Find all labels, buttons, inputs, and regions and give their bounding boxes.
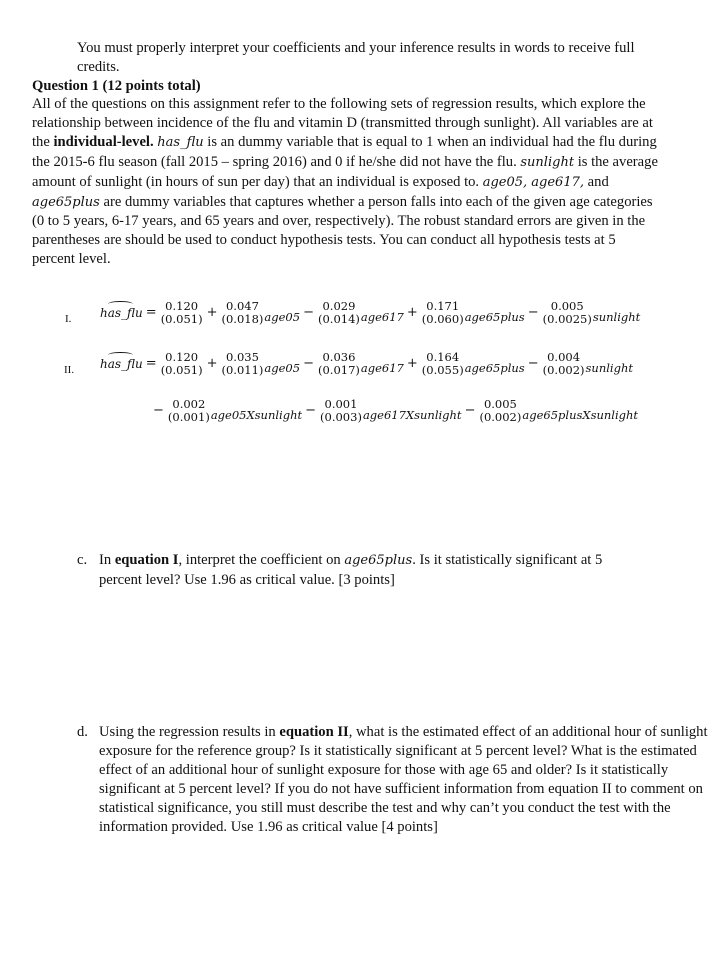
regressor: sunlight: [585, 360, 633, 375]
coefficient: 0.120: [165, 350, 199, 364]
operator: −: [527, 304, 539, 320]
question-description: [32, 95, 662, 269]
coefficient-fraction: [318, 351, 360, 377]
operator: +: [406, 355, 418, 371]
coefficient: 0.171: [426, 299, 460, 313]
equation-label: II.: [64, 364, 75, 376]
coefficient: 0.120: [165, 299, 199, 313]
question-label: c.: [77, 552, 88, 568]
coefficient-fraction: [543, 300, 592, 326]
var-has-flu: has_flu: [157, 134, 204, 150]
desc-text: is the average amount of sunlight (in hours of sun per day) that an individual is exposed to.: [32, 153, 658, 190]
coefficient: 0.036: [322, 350, 356, 364]
coefficient: 0.005: [550, 299, 584, 313]
standard-error: (0.002): [479, 410, 522, 424]
coefficient: 0.001: [324, 397, 358, 411]
regressor: sunlight: [592, 309, 641, 324]
coefficient-fraction: [161, 300, 203, 326]
var-age65plus: age65plus: [32, 194, 100, 210]
standard-error: (0.002): [542, 363, 585, 377]
standard-error: (0.014): [317, 312, 360, 326]
standard-error: (0.051): [160, 312, 203, 326]
coefficient: 0.035: [225, 350, 259, 364]
desc-bold: individual-level.: [53, 133, 154, 150]
intro-text: You must properly interpret your coefficients and your inference results in words to receive full credits.: [77, 40, 635, 75]
equation-lhs: has_flu: [100, 304, 143, 323]
regressor: age65plusXsunlight: [522, 407, 639, 422]
equation-label: I.: [65, 313, 72, 325]
q-text: , what is the estimated effect of an additional hour of sunlight exposure for the reference group? Is it statistically significant at 5 percent level? What is the estimated effect of an additional hour of sunlight exposure for those with age 65 and older? Is it statistically significant at 5 percent level? If you do not have sufficient information from equation II to comment on statistical significance, you still must describe the test and why can’t you conduct the test with the information provided. Use 1.96 as critical value [4 points]: [99, 724, 708, 835]
coefficient-fraction: [543, 351, 585, 377]
coefficient: 0.004: [547, 350, 581, 364]
operator: −: [153, 402, 164, 418]
equation-lhs: has_flu: [100, 355, 143, 374]
regressor: age05: [264, 360, 301, 375]
regressor: age05: [264, 309, 301, 324]
standard-error: (0.018): [221, 312, 264, 326]
q-text: , interpret the coefficient on: [178, 552, 345, 568]
equals-sign: =: [145, 355, 157, 371]
var-age: age05, age617,: [482, 174, 585, 190]
coefficient-fraction: [320, 398, 362, 424]
standard-error: (0.017): [317, 363, 360, 377]
standard-error: (0.003): [320, 410, 362, 424]
q-bold: equation I: [114, 552, 179, 568]
var-sunlight: sunlight: [520, 154, 575, 170]
regressor: age617Xsunlight: [362, 407, 462, 422]
equation-2-continued: [150, 398, 638, 424]
operator: −: [303, 355, 314, 371]
coefficient-fraction: [422, 351, 464, 377]
equals-sign: =: [145, 304, 157, 320]
coefficient: 0.005: [483, 397, 517, 411]
question-d: [77, 723, 715, 836]
standard-error: (0.0025): [542, 312, 592, 326]
desc-text: are dummy variables that captures whether a person falls into each of the given age categories (0 to 5 years, 6-17 years, and 65 years and over, respectively). The robust standard errors are given in the parentheses are should be used to conduct hypothesis tests. You can conduct all hypothesis tests at 5 percent level.: [32, 193, 653, 268]
standard-error: (0.060): [421, 312, 464, 326]
question-label: d.: [77, 724, 88, 740]
regressor: age65plus: [464, 309, 525, 324]
desc-text: is an dummy variable that is equal to 1 when an individual had the flu during the 2015-6 flu season (fall 2015 – spring 2016) and 0 if he/she did not have the flu.: [32, 133, 657, 170]
coefficient-fraction: [222, 300, 264, 326]
desc-text: All of the questions on this assignment refer to the following sets of regression results, which explore the relationship between incidence of the flu and vitamin D (transmitted through sunlight). All variables are at the: [32, 96, 653, 150]
operator: +: [206, 355, 218, 371]
standard-error: (0.011): [221, 363, 264, 377]
equation-2: [100, 351, 633, 377]
coefficient-fraction: [222, 351, 264, 377]
coefficient: 0.047: [225, 299, 259, 313]
operator: −: [464, 402, 476, 418]
coefficient-fraction: [168, 398, 210, 424]
operator: +: [206, 304, 218, 320]
operator: −: [303, 304, 314, 320]
question-title: Question 1 (12 points total): [32, 78, 201, 94]
q-text: . Is it statistically significant at 5 percent level? Use 1.96 as critical value. [3 points]: [99, 552, 603, 588]
coefficient: 0.002: [172, 397, 206, 411]
coefficient-fraction: [479, 398, 521, 424]
question-c: [77, 551, 637, 590]
regressor: age65plus: [464, 360, 525, 375]
coefficient: 0.029: [322, 299, 356, 313]
operator: −: [305, 402, 317, 418]
equation-1: [100, 300, 640, 326]
regressor: age617: [360, 360, 404, 375]
q-text: In: [99, 552, 115, 568]
var-age65plus: age65plus: [344, 553, 413, 568]
coefficient-fraction: [422, 300, 464, 326]
regressor: age05Xsunlight: [210, 407, 303, 422]
q-bold: equation II: [279, 724, 349, 740]
standard-error: (0.001): [167, 410, 210, 424]
standard-error: (0.055): [421, 363, 464, 377]
regressor: age617: [360, 309, 404, 324]
coefficient-fraction: [161, 351, 203, 377]
desc-text: and: [584, 173, 609, 190]
operator: −: [527, 355, 539, 371]
coefficient: 0.164: [426, 350, 460, 364]
coefficient-fraction: [318, 300, 360, 326]
operator: +: [406, 304, 418, 320]
q-text: Using the regression results in: [99, 724, 280, 740]
standard-error: (0.051): [160, 363, 203, 377]
